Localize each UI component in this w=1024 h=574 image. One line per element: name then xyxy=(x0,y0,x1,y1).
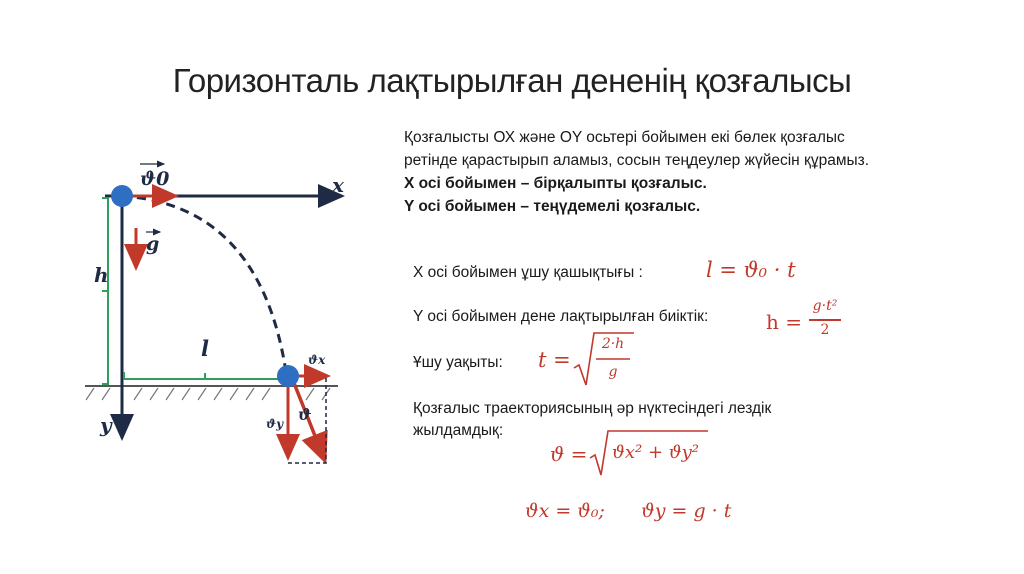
h-label: h xyxy=(94,263,109,287)
v0-label: ϑ0 xyxy=(140,168,170,190)
time-label: Ұшу уақыты: xyxy=(413,354,503,371)
intro-line-3: Х осі бойымен – бірқалыпты қозғалыс. xyxy=(404,175,707,192)
vy-label: ϑy xyxy=(266,417,284,431)
intro-line-2: ретінде қарастырып аламыз, сосын теңдеулер жүйесін құрамыз. xyxy=(404,152,870,169)
height-formula-lhs: h = xyxy=(766,310,802,334)
distance-label: Х осі бойымен ұшу қашықтығы : xyxy=(413,264,643,281)
l-label: l xyxy=(201,336,209,361)
height-formula-num: g·t² xyxy=(812,298,838,314)
ball-start xyxy=(111,185,133,207)
time-formula-num: 2·h xyxy=(601,336,625,352)
speed-formula xyxy=(550,428,710,478)
g-label: g xyxy=(146,233,160,255)
components-formula: ϑx = ϑ₀; ϑy = g · t xyxy=(525,500,732,522)
time-formula xyxy=(538,330,638,388)
intro-line-1: Қозғалысты ОХ және ОY осьтері бойымен екі бөлек қозғалыс xyxy=(404,129,845,146)
distance-formula: l = ϑ₀ · t xyxy=(706,258,796,282)
speed-label-line-2: жылдамдық: xyxy=(413,422,504,439)
height-formula-den: 2 xyxy=(820,322,830,338)
time-formula-den: g xyxy=(608,364,618,380)
motion-diagram xyxy=(80,150,440,470)
height-fraction-bar xyxy=(809,319,841,321)
x-axis-label: x xyxy=(332,173,344,197)
vx-label: ϑx xyxy=(308,353,326,367)
intro-line-4: Y осі бойымен – теңүдемелі қозғалыс. xyxy=(404,198,701,215)
speed-formula-radicand: ϑx² + ϑy² xyxy=(612,442,700,463)
speed-label-line-1: Қозғалыс траекториясының әр нүктесіндегі лездік xyxy=(413,400,772,417)
height-formula xyxy=(766,298,846,344)
v-label: ϑ xyxy=(298,405,312,424)
time-formula-lhs: t = xyxy=(538,348,571,372)
ball-landing xyxy=(277,365,299,387)
speed-formula-lhs: ϑ = xyxy=(550,442,588,466)
intro-text xyxy=(404,126,964,218)
page-title: Горизонталь лақтырылған дененің қозғалысы xyxy=(172,62,852,99)
y-axis-label: y xyxy=(100,413,112,437)
height-label: Y осі бойымен дене лақтырылған биіктік: xyxy=(413,308,709,325)
